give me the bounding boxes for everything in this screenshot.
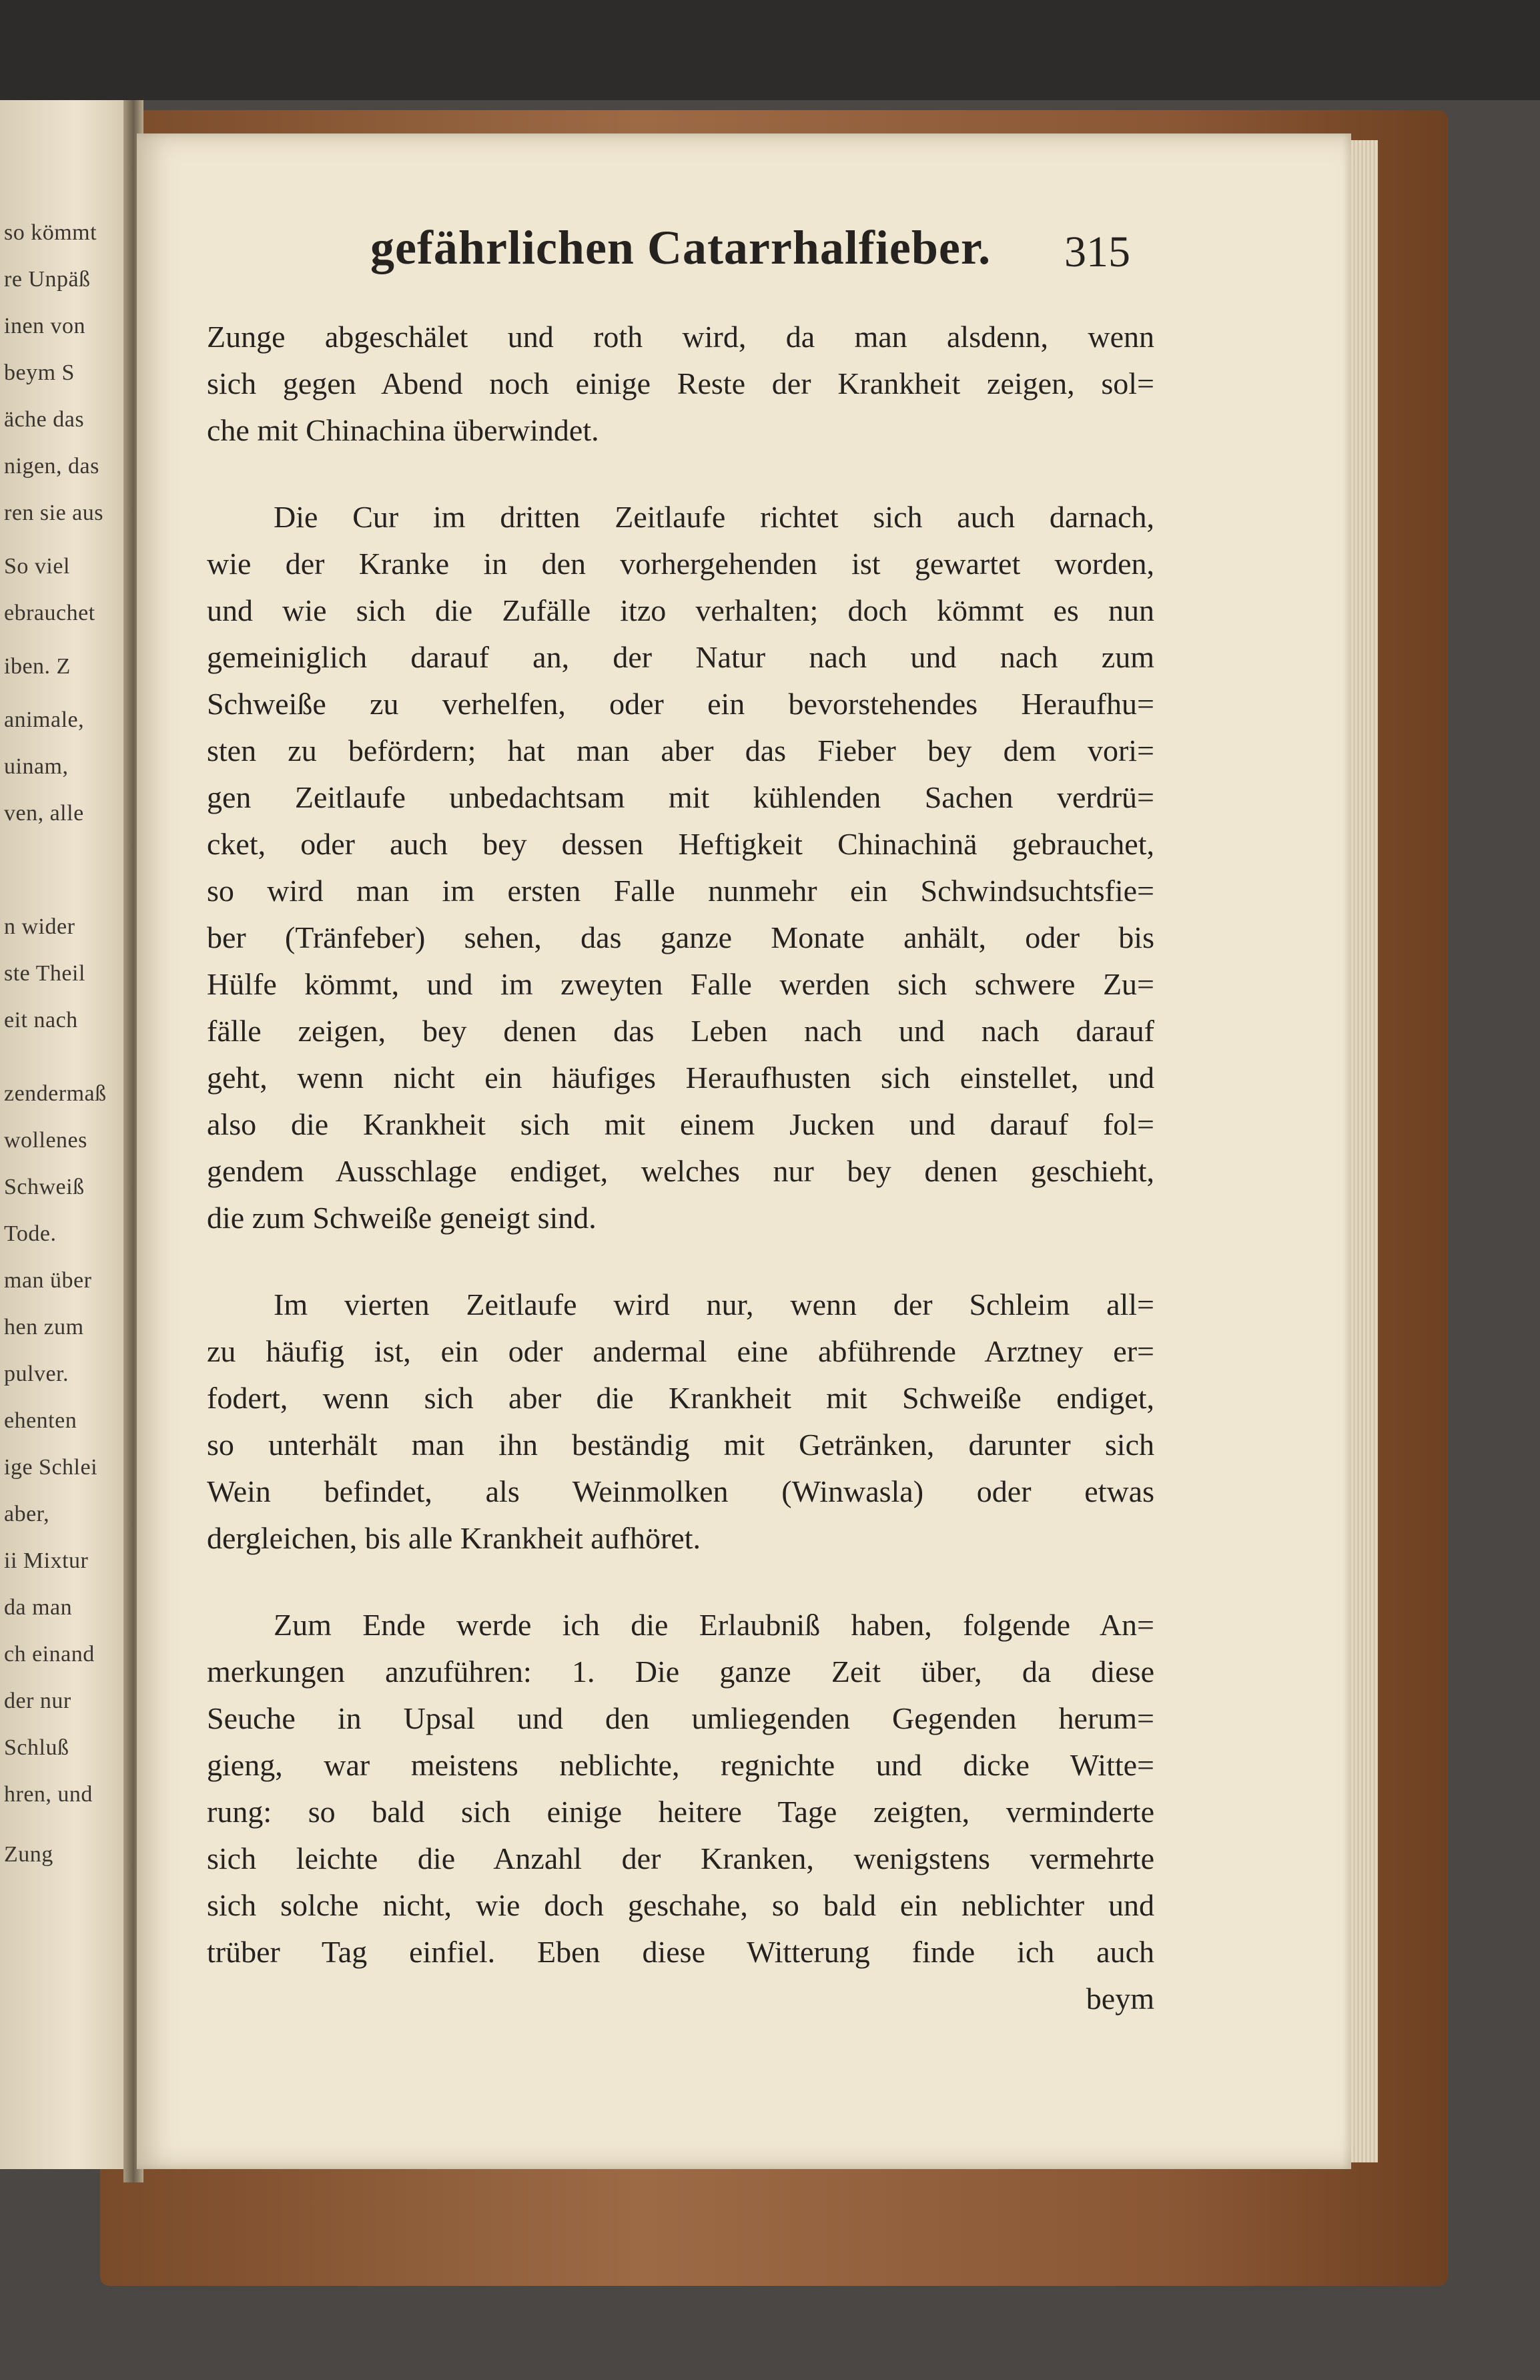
left-page-fragment: wollenes	[4, 1128, 87, 1153]
text-line: die zum Schweiße geneigt sind.	[207, 1201, 597, 1235]
text-line: dergleichen, bis alle Krankheit aufhöret.	[207, 1521, 701, 1555]
text-line: fälle zeigen, bey denen das Leben nach und nach darauf	[207, 1014, 1154, 1048]
left-page-fragment: ehenten	[4, 1408, 77, 1433]
text-line: cket, oder auch bey dessen Heftigkeit Chinachinä gebrauchet,	[207, 827, 1154, 861]
text-line: fodert, wenn sich aber die Krankheit mit Schweiße endiget,	[207, 1381, 1154, 1415]
text-line: gieng, war meistens neblichte, regnichte und dicke Witte=	[207, 1748, 1154, 1782]
text-line: und wie sich die Zufälle itzo verhalten; doch kömmt es nun	[207, 593, 1154, 627]
text-line: so unterhält man ihn beständig mit Getränken, darunter sich	[207, 1428, 1154, 1462]
page-header	[137, 220, 1351, 280]
left-page-fragment: ven, alle	[4, 801, 84, 826]
background	[0, 0, 1540, 100]
text-line: sten zu befördern; hat man aber das Fieber bey dem vori=	[207, 733, 1154, 768]
left-page-fragment: nigen, das	[4, 454, 99, 479]
left-page-fragment: man über	[4, 1268, 92, 1293]
text-line: Wein befindet, als Weinmolken (Winwasla) oder etwas	[207, 1474, 1154, 1508]
text-line: Zunge abgeschälet und roth wird, da man alsdenn, wenn	[207, 320, 1154, 354]
left-page-fragment: pulver.	[4, 1362, 69, 1386]
catchword: beym	[1086, 1982, 1154, 2016]
left-page-fragment: Tode.	[4, 1221, 57, 1246]
left-page-fragment: hen zum	[4, 1315, 84, 1340]
page-number: 315	[1064, 228, 1130, 276]
text-line: Die Cur im dritten Zeitlaufe richtet sich auch darnach,	[274, 500, 1154, 534]
text-line: geht, wenn nicht ein häufiges Heraufhusten sich einstellet, und	[207, 1061, 1154, 1095]
left-page-fragment: Schweiß	[4, 1175, 85, 1199]
left-page-fragment: der nur	[4, 1689, 71, 1713]
text-line: Hülfe kömmt, und im zweyten Falle werden sich schwere Zu=	[207, 967, 1154, 1001]
left-page-fragment: ii Mixtur	[4, 1548, 89, 1573]
text-line: che mit Chinachina überwindet.	[207, 413, 599, 447]
left-page-fragment: ch einand	[4, 1642, 95, 1667]
left-page-fragment: äche das	[4, 407, 85, 432]
left-page-fragment: ebrauchet	[4, 601, 95, 625]
text-line: so wird man im ersten Falle nunmehr ein Schwindsuchtsfie=	[207, 874, 1154, 908]
left-page-fragment: Zung	[4, 1842, 53, 1867]
text-line: gendem Ausschlage endiget, welches nur bey denen geschieht,	[207, 1154, 1154, 1188]
left-page-fragment: eit nach	[4, 1008, 78, 1032]
left-page-fragment: n wider	[4, 914, 75, 939]
text-line: Zum Ende werde ich die Erlaubniß haben, folgende An=	[274, 1608, 1154, 1642]
page-right	[137, 133, 1351, 2169]
facing-page-left	[0, 100, 140, 2169]
left-page-fragment: Schluß	[4, 1735, 69, 1760]
left-page-fragment: animale,	[4, 707, 85, 732]
paragraph	[207, 1602, 1154, 1976]
paragraph	[207, 314, 1154, 454]
left-page-fragment: So viel	[4, 554, 70, 579]
text-line: sich leichte die Anzahl der Kranken, wenigstens vermehrte	[207, 1841, 1154, 1875]
left-page-fragment: ste Theil	[4, 961, 85, 986]
text-line: Seuche in Upsal und den umliegenden Gegenden herum=	[207, 1701, 1154, 1735]
running-title: gefährlichen Catarrhalfieber.	[370, 221, 992, 274]
paragraph-gap	[207, 454, 1154, 494]
text-line: ber (Tränfeber) sehen, das ganze Monate anhält, oder bis	[207, 920, 1154, 954]
left-page-fragment: zendermaß	[4, 1081, 107, 1106]
text-line: gemeiniglich darauf an, der Natur nach und nach zum	[207, 640, 1154, 674]
left-page-fragment: iben. Z	[4, 654, 71, 679]
left-page-fragment: da man	[4, 1595, 73, 1620]
left-page-fragment: ige Schlei	[4, 1455, 98, 1480]
body-text	[207, 314, 1154, 2022]
paragraph-gap	[207, 1241, 1154, 1281]
left-page-fragment: so kömmt	[4, 220, 97, 245]
text-line: rung: so bald sich einige heitere Tage zeigten, verminderte	[207, 1795, 1154, 1829]
text-line: also die Krankheit sich mit einem Jucken und darauf fol=	[207, 1107, 1154, 1141]
left-page-fragment: uinam,	[4, 754, 69, 779]
text-line: merkungen anzuführen: 1. Die ganze Zeit über, da diese	[207, 1655, 1154, 1689]
text-line: sich gegen Abend noch einige Reste der Krankheit zeigen, sol=	[207, 366, 1154, 400]
text-line: trüber Tag einfiel. Eben diese Witterung finde ich auch	[207, 1935, 1154, 1969]
left-page-fragment: aber,	[4, 1502, 50, 1526]
paragraph	[207, 494, 1154, 1241]
left-page-fragment: beym S	[4, 360, 75, 385]
left-page-fragment: inen von	[4, 314, 86, 338]
left-page-fragment: re Unpäß	[4, 267, 91, 292]
text-line: wie der Kranke in den vorhergehenden ist gewartet worden,	[207, 547, 1154, 581]
page-edges	[1351, 140, 1378, 2162]
text-line: zu häufig ist, ein oder andermal eine abführende Arztney er=	[207, 1334, 1154, 1368]
paragraph-gap	[207, 1562, 1154, 1602]
paragraph	[207, 1281, 1154, 1562]
left-page-fragment: ren sie aus	[4, 501, 104, 525]
text-line: gen Zeitlaufe unbedachtsam mit kühlenden Sachen verdrü=	[207, 780, 1154, 814]
text-line: Im vierten Zeitlaufe wird nur, wenn der Schleim all=	[274, 1287, 1154, 1321]
left-page-fragment: hren, und	[4, 1782, 93, 1807]
text-line: Schweiße zu verhelfen, oder ein bevorstehendes Heraufhu=	[207, 687, 1154, 721]
text-line: sich solche nicht, wie doch geschahe, so bald ein neblichter und	[207, 1888, 1154, 1922]
